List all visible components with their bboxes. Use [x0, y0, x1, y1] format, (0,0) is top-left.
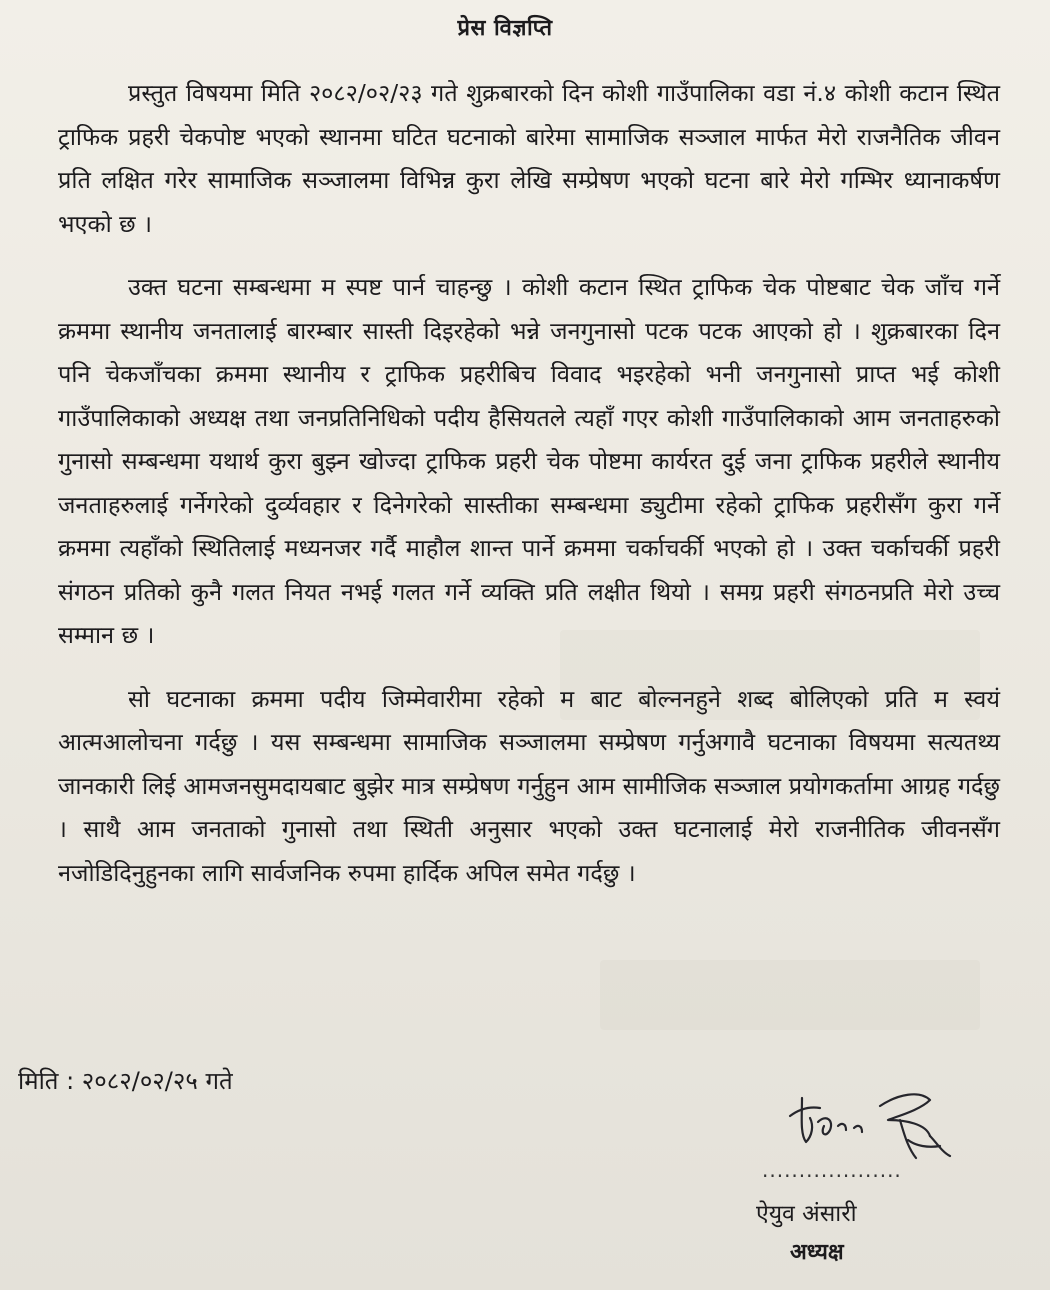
handwritten-signature: [780, 1076, 960, 1171]
statement-body: [58, 72, 1000, 915]
bleed-through-shadow: [600, 960, 980, 1030]
paragraph-3: सो घटनाका क्रममा पदीय जिम्मेवारीमा रहेको म बाट बोल्ननहुने शब्द बोलिएको प्रति म स्वयं आत्मआलोचना गर्दछु । यस सम्बन्धमा सामाजिक सञ्जालमा सम्प्रेषण गर्नुअगावै घटनाका विषयमा सत्यतथ्य जानकारी लिई आमजनसुमदायबाट बुझेर मात्र सम्प्रेषण गर्नुहुन आम सामीजिक सञ्जाल प्रयोगकर्तामा आग्रह गर्दछु । साथै आम जनताको गुनासो तथा स्थिती अनुसार भएको उक्त घटनालाई मेरो राजनीतिक जीवनसँग नजोडिदिनुहुनका लागि सार्वजनिक रुपमा हार्दिक अपिल समेत गर्दछु ।: [58, 684, 1000, 887]
paragraph-1: प्रस्तुत विषयमा मिति २०८२/०२/२३ गते शुक्रबारको दिन कोशी गाउँपालिका वडा नं.४ कोशी कटान स्थित ट्राफिक प्रहरी चेकपोष्ट भएको स्थानमा घटित घटनाको बारेमा सामाजिक सञ्जाल मार्फत मेरो राजनैतिक जीवन प्रति लक्षित गरेर सामाजिक सञ्जालमा विभिन्न कुरा लेखि सम्प्रेषण भएको घटना बारे मेरो गम्भिर ध्यानाकर्षण भएको छ ।: [58, 79, 1000, 238]
paragraph-2: उक्त घटना सम्बन्धमा म स्पष्ट पार्न चाहन्छु । कोशी कटान स्थित ट्राफिक चेक पोष्टबाट चेक जाँच गर्ने क्रममा स्थानीय जनतालाई बारम्बार सास्ती दिइरहेको भन्ने जनगुनासो पटक पटक आएको हो । शुक्रबारका दिन पनि चेकजाँचका क्रममा स्थानीय र ट्राफिक प्रहरीबिच विवाद भइरहेको भनी जनगुनासो प्राप्त भई कोशी गाउँपालिकाको अध्यक्ष तथा जनप्रतिनिधिको पदीय हैसियतले त्यहाँ गएर कोशी गाउँपालिकाको आम जनताहरुको गुनासो सम्बन्धमा यथार्थ कुरा बुझ्न खोज्दा ट्राफिक प्रहरी चेक पोष्टमा कार्यरत दुई जना ट्राफिक प्रहरीले स्थानीय जनताहरुलाई गर्नेगरेको दुर्व्यवहार र दिनेगरेको सास्तीका सम्बन्धमा ड्युटीमा रहेको ट्राफिक प्रहरीसँग कुरा गर्ने क्रममा त्यहाँको स्थितिलाई मध्यनजर गर्दै माहौल शान्त पार्ने क्रममा चर्काचर्की भएको हो । उक्त चर्काचर्की प्रहरी संगठन प्रतिको कुनै गलत नियत नभई गलत गर्ने व्यक्ति प्रति लक्षीत थियो । समग्र प्रहरी संगठनप्रति मेरो उच्च सम्मान छ ।: [58, 273, 1000, 649]
signature-line: ...................: [762, 1158, 902, 1182]
release-date: मिति : २०८२/०२/२५ गते: [18, 1067, 233, 1095]
signer-title: अध्यक्ष: [790, 1240, 844, 1265]
signer-name: ऐयुव अंसारी: [756, 1201, 857, 1227]
press-release-heading: प्रेस विज्ञप्ति: [457, 16, 553, 41]
